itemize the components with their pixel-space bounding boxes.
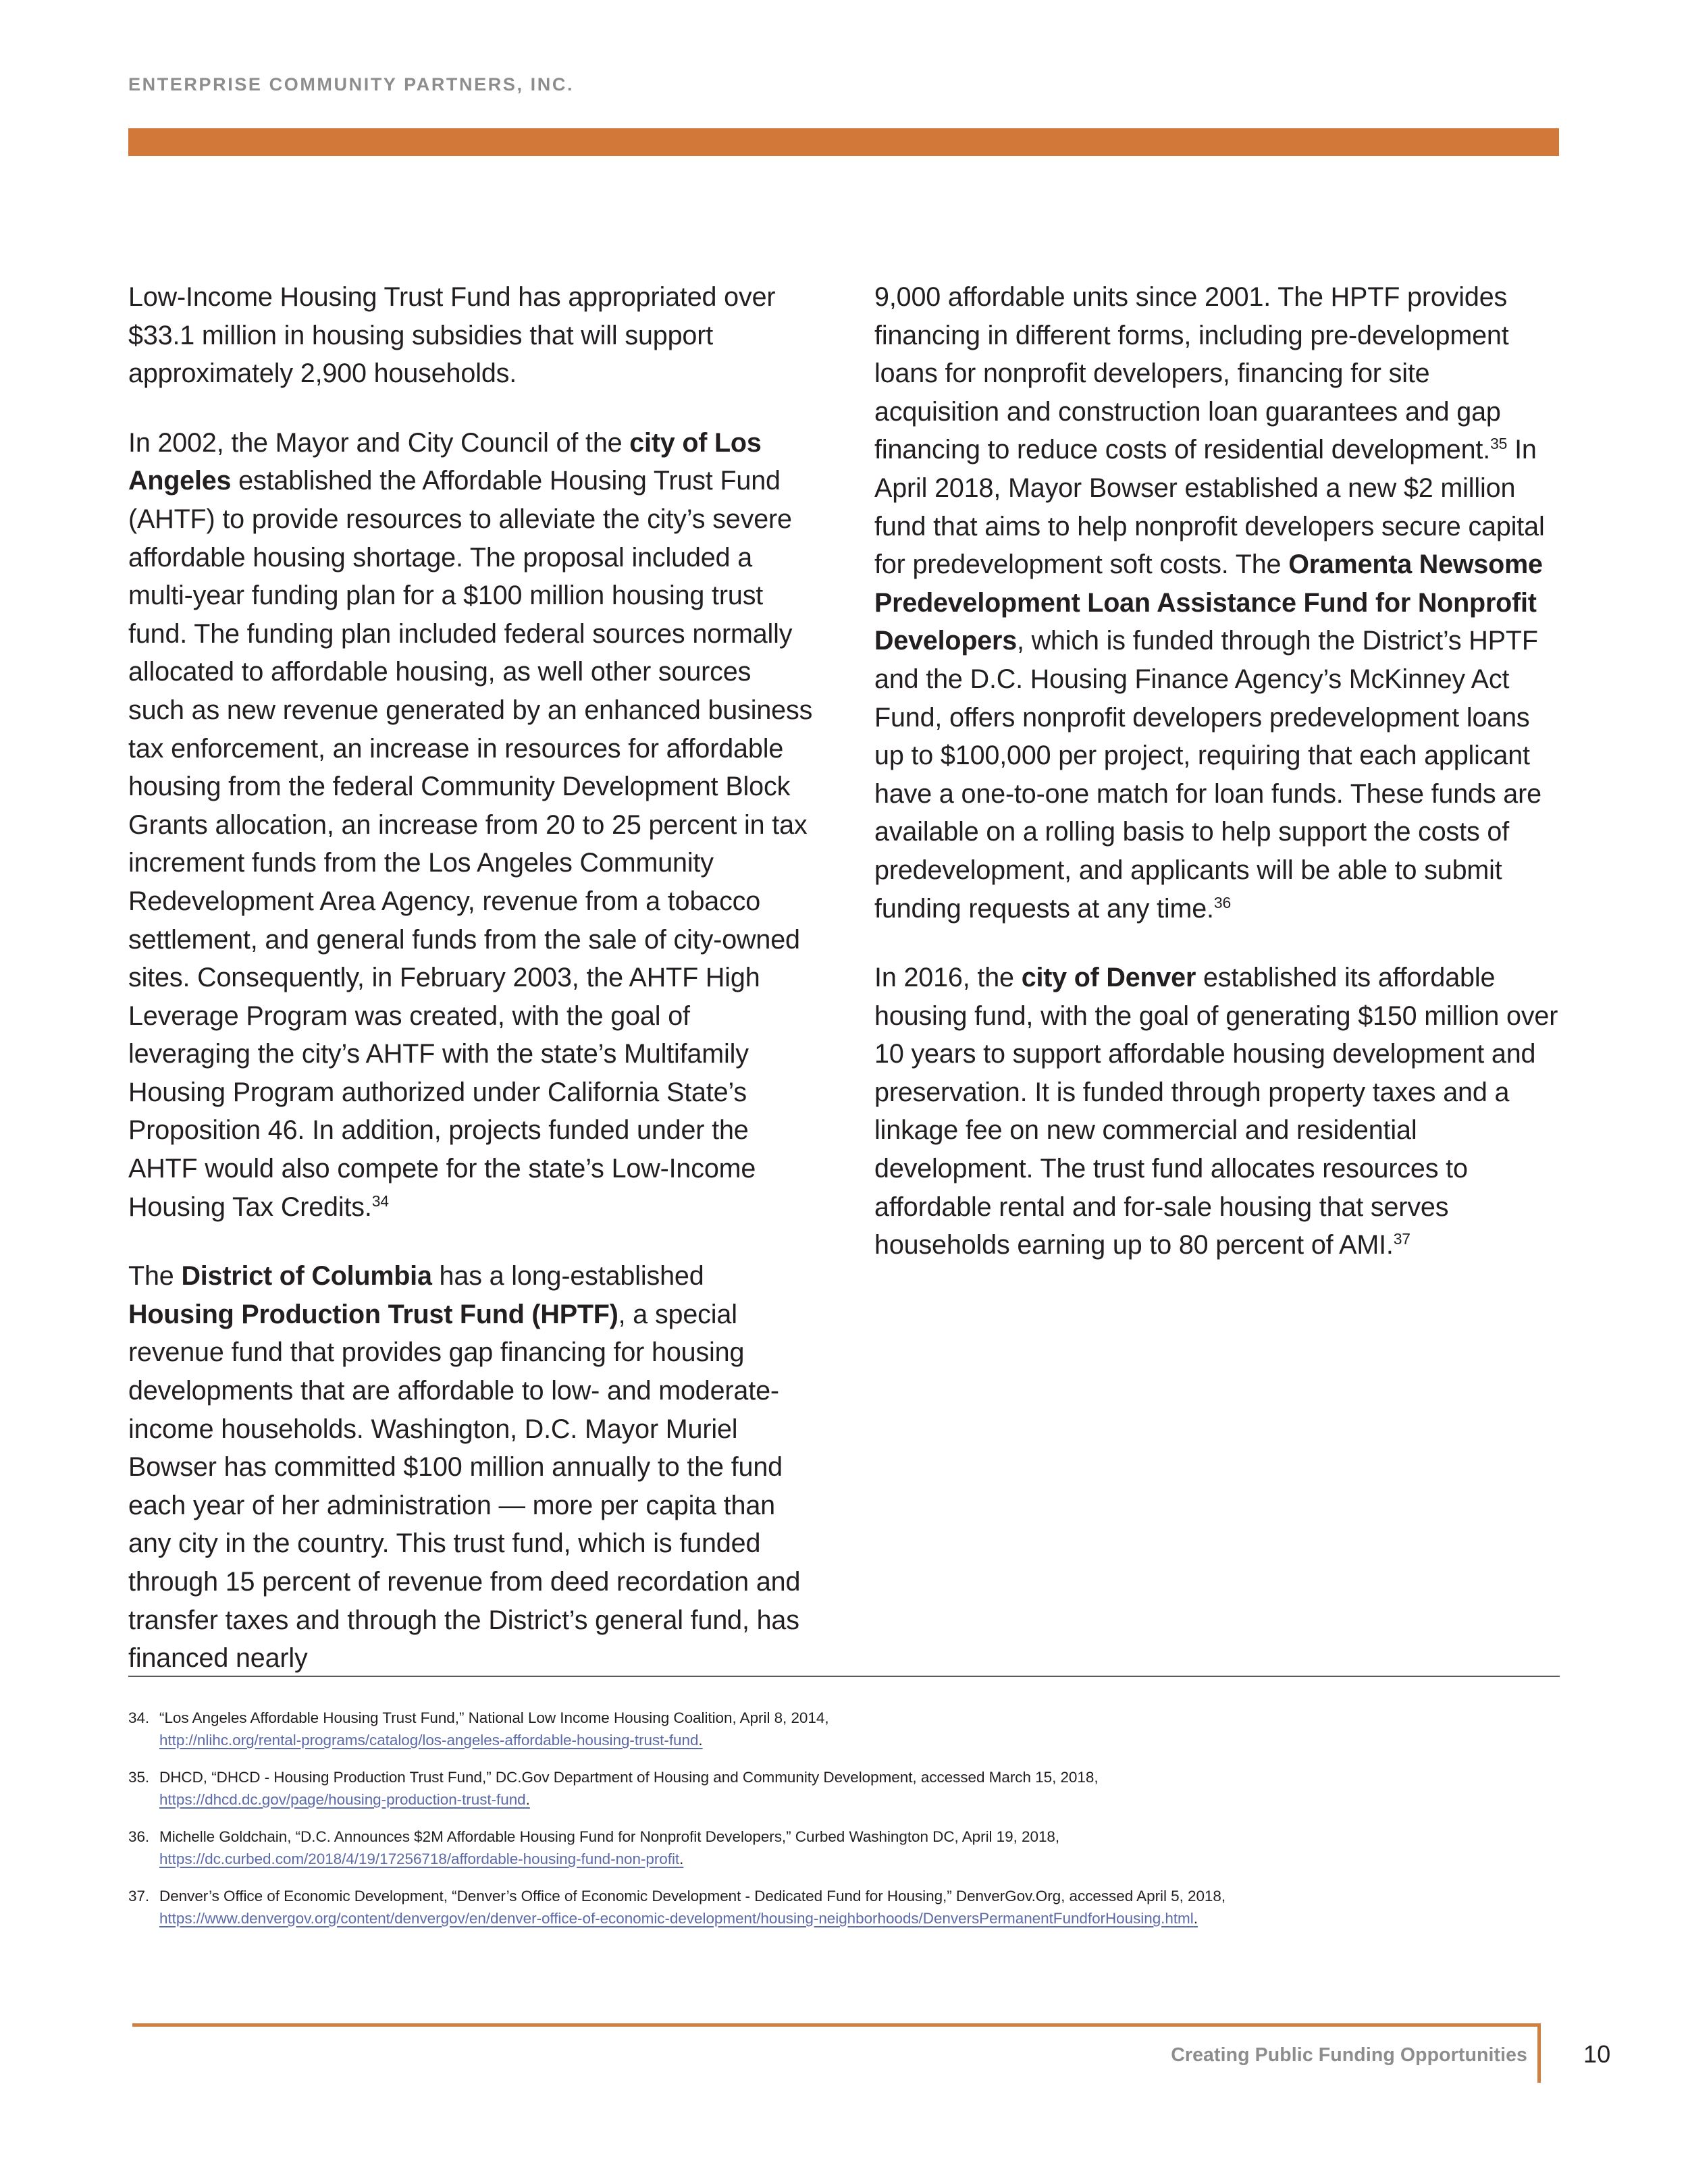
body-columns [128,278,1560,1678]
para-denver [874,959,1560,1264]
left-column [128,278,814,1678]
footnote-marker-35: 35 [1490,435,1508,453]
footnote-number: 36. [128,1828,150,1845]
text-run: , which is funded through the District’s HPTF and the D.C. Housing Finance Agency’s McKinney Act Fund, offers nonprofit developers predevelopment loans up to $100,000 per project, requiring that each applicant have a one-to-one match for loan funds. These funds are available on a rolling basis to help support the costs of predevelopment, and applicants will be able to submit funding requests at any time. [874,626,1541,924]
footnote-body [159,1766,1587,1811]
footnote-citation-text: Michelle Goldchain, “D.C. Announces $2M Affordable Housing Fund for Nonprofit Developers,” Curbed Washington DC, April 19, 2018, [159,1828,1060,1845]
text-run: In 2016, the [874,963,1022,993]
text-run: The [128,1261,182,1291]
footnote-url-link[interactable]: https://www.denvergov.org/content/denvergov/en/denver-office-of-economic-development/housing-neighborhoods/DenversPermanentFundforHousing.html. [159,1910,1198,1927]
footer-orange-rule-vertical [1537,2023,1541,2083]
para-district-of-columbia [128,1257,814,1678]
emphasis-run: city of Denver [1021,963,1196,993]
page-number: 10 [1583,2040,1611,2068]
para-hptf-continued [874,278,1560,928]
footnote-body [159,1826,1587,1870]
footnote-number: 34. [128,1709,150,1726]
footnote-item [128,1885,1587,1929]
footnote-url-period: . [525,1791,530,1808]
text-run: In 2002, the Mayor and City Council of the [128,427,630,458]
text-run: In April 2018, Mayor Bowser established a new $2 million fund that aims to help nonprofit developers secure capital for predevelopment soft costs. The [874,435,1545,580]
right-column [874,278,1560,1678]
footnote-url-period: . [679,1850,684,1867]
footnote-citation-text: DHCD, “DHCD - Housing Production Trust Fund,” DC.Gov Department of Housing and Community Development, accessed March 15, 2018, [159,1769,1099,1786]
running-head: ENTERPRISE COMMUNITY PARTNERS, INC. [128,74,575,95]
footnote-marker-36: 36 [1213,893,1232,911]
emphasis-run: Oramenta Newsome Predevelopment Loan Assistance Fund for Nonprofit Developers [874,550,1543,656]
emphasis-run: District of Columbia [181,1261,432,1291]
para-los-angeles [128,424,814,1226]
footnote-body [159,1707,1587,1751]
footnote-item [128,1766,1587,1811]
emphasis-run: Housing Production Trust Fund (HPTF) [128,1299,618,1329]
text-run: 9,000 affordable units since 2001. The HPTF provides financing in different forms, including pre-development loans for nonprofit developers, financing for site acquisition and construction loan guarantees and gap financing to reduce costs of residential development. [874,282,1509,465]
emphasis-run: city of Los Angeles [128,427,762,496]
para-lihtf-continued [128,278,814,393]
text-run: has a long-established [431,1261,704,1291]
footnote-number: 35. [128,1769,150,1786]
footnote-list [128,1707,1587,1929]
footer-orange-rule-horizontal [132,2023,1541,2027]
header-orange-rule [128,128,1559,156]
footnote-item [128,1707,1587,1751]
text-run: , a special revenue fund that provides gap financing for housing developments that are affordable to low- and moderate-income households. Washington, D.C. Mayor Muriel Bowser has committed $100 million annually to the fund each year of her administration — more per capita than any city in the country. This trust fund, which is funded through 15 percent of revenue from deed recordation and transfer taxes and through the District’s general fund, has financed nearly [128,1299,801,1674]
footnote-number: 37. [128,1888,150,1905]
footnote-url-link[interactable]: http://nlihc.org/rental-programs/catalog/los-angeles-affordable-housing-trust-fund. [159,1732,703,1749]
footnote-citation-text: “Los Angeles Affordable Housing Trust Fund,” National Low Income Housing Coalition, April 8, 2014, [159,1709,829,1726]
footnote-separator-rule [128,1676,1560,1677]
footnote-marker-34: 34 [371,1192,389,1210]
footnote-url-link[interactable]: https://dhcd.dc.gov/page/housing-production-trust-fund. [159,1791,530,1808]
footnote-body [159,1885,1587,1929]
footnote-citation-text: Denver’s Office of Economic Development, “Denver’s Office of Economic Development - Dedicated Fund for Housing,” DenverGov.Org, accessed April 5, 2018, [159,1888,1226,1905]
footnote-marker-37: 37 [1393,1230,1410,1248]
footnote-url-period: . [1193,1910,1198,1927]
text-run: established the Affordable Housing Trust Fund (AHTF) to provide resources to alleviate the city’s severe affordable housing shortage. The proposal included a multi-year funding plan for a $100 million housing trust fund. The funding plan included federal sources normally allocated to affordable housing, as well other sources such as new revenue generated by an enhanced business tax enforcement, an increase in resources for affordable housing from the federal Community Development Block Grants allocation, an increase from 20 to 25 percent in tax increment funds from the Los Angeles Community Redevelopment Area Agency, revenue from a tobacco settlement, and general funds from the sale of city-owned sites. Consequently, in February 2003, the AHTF High Leverage Program was created, with the goal of leveraging the city’s AHTF with the state’s Multifamily Housing Program authorized under California State’s Proposition 46. In addition, projects funded under the AHTF would also compete for the state’s Low-Income Housing Tax Credits. [128,466,813,1222]
footnote-url-link[interactable]: https://dc.curbed.com/2018/4/19/17256718/affordable-housing-fund-non-profit. [159,1850,684,1867]
footnote-item [128,1826,1587,1870]
footnote-url-period: . [698,1732,703,1749]
text-run: Low-Income Housing Trust Fund has appropriated over $33.1 million in housing subsidies that will support approximately 2,900 households. [128,282,776,389]
footer-section-title: Creating Public Funding Opportunities [1171,2044,1527,2066]
text-run: established its affordable housing fund, with the goal of generating $150 million over 10 years to support affordable housing development and preservation. It is funded through property taxes and a linkage fee on new commercial and residential development. The trust fund allocates resources to affordable rental and for-sale housing that serves households earning up to 80 percent of AMI. [874,963,1558,1260]
